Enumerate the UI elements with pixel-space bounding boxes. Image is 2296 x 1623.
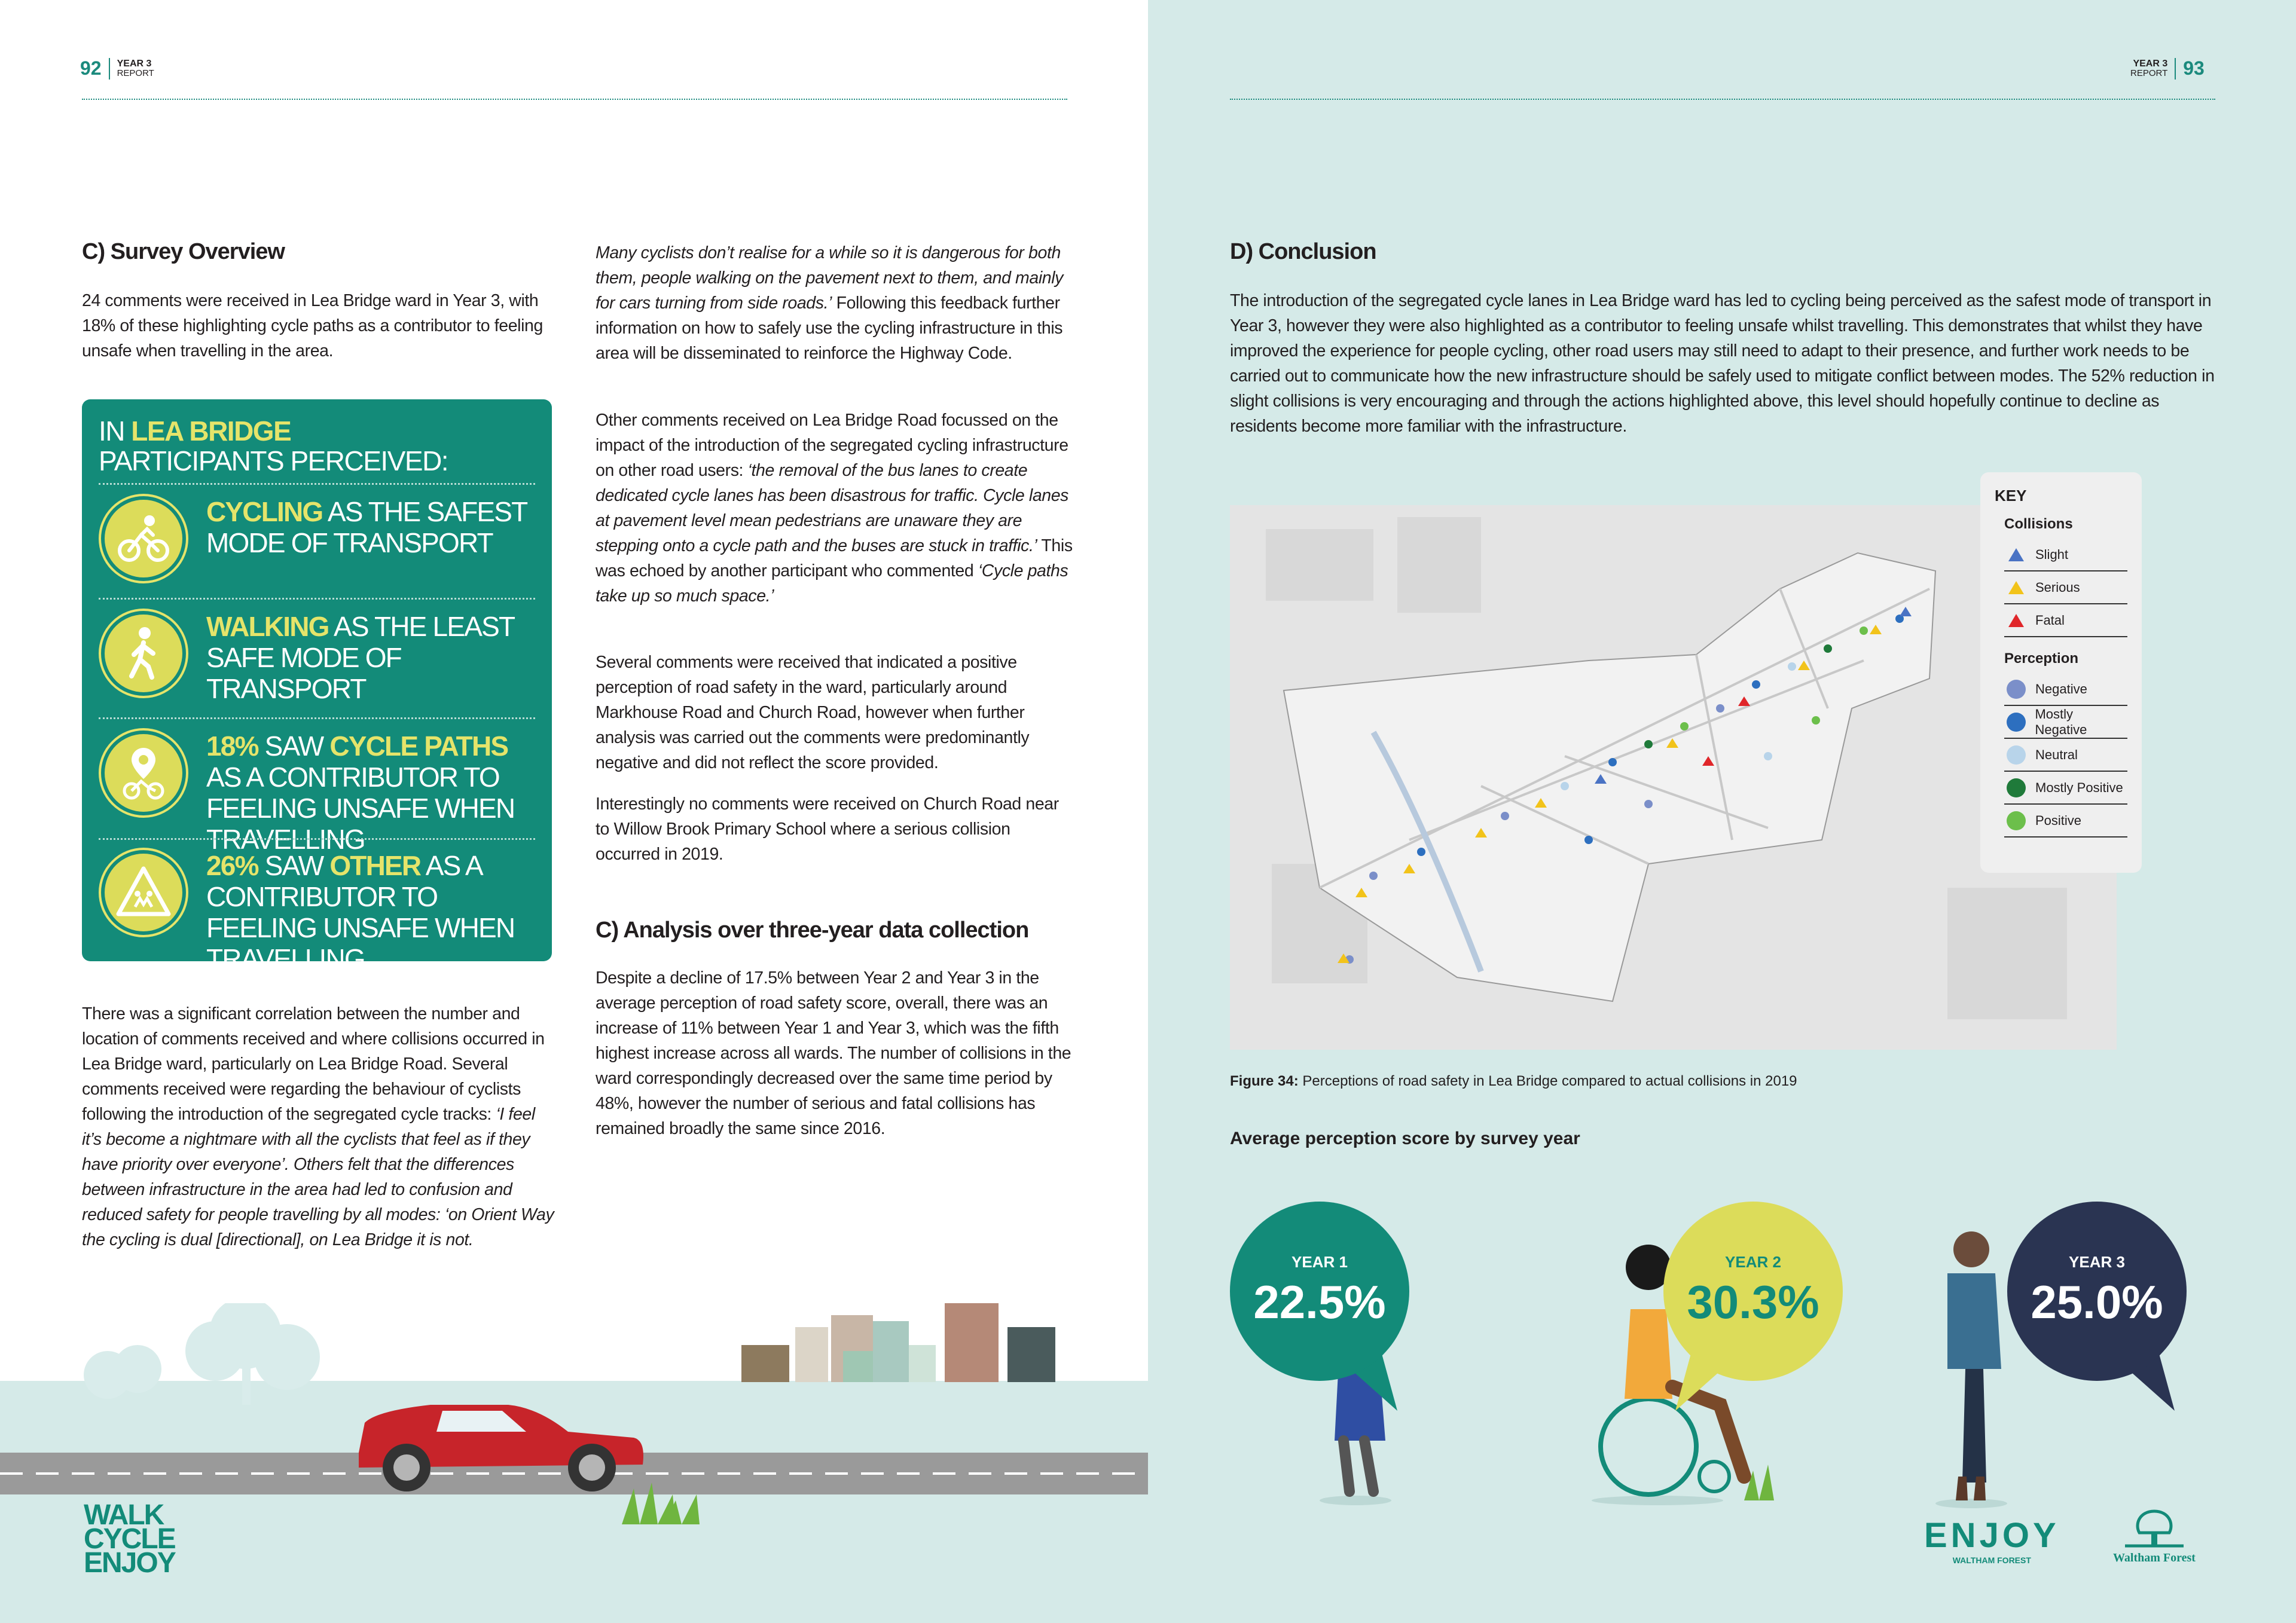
building-skyline: [741, 1303, 1055, 1382]
panel-text-other: 26% SAW OTHER AS A CONTRIBUTOR TO FEELING UNSAFE WHEN TRAVELLING: [206, 850, 515, 974]
panel-divider: [99, 838, 535, 840]
bubble-year-label: YEAR 1: [1292, 1253, 1348, 1271]
key-title: KEY: [1995, 487, 2027, 505]
column2-paragraph-2: Other comments received on Lea Bridge Road focussed on the impact of the introduction of the segregated cycling infrastructure on other road users: ‘the removal of the bus lanes to create dedicated cycle lanes has been disastrous for traffic. Cycle lanes at pavement level mean pedestrians are unaware they are stepping onto a cycle path and the buses are stuck in traffic.’ This was echoed by another participant who commented ‘Cycle paths take up so much space.’: [596, 411, 1073, 606]
report-label: YEAR 3 REPORT: [2130, 58, 2168, 78]
perception-score-chart: [1230, 1190, 2246, 1512]
bubble-3: [2007, 1202, 2187, 1411]
bubble-value-label: 25.0%: [2031, 1276, 2163, 1328]
correlation-paragraph: There was a significant correlation between the number and location of comments received and where collisions occurred in Lea Bridge ward, particularly on Lea Bridge Road. Several comments received were regarding the behaviour of cyclists following the introduction of the segregated cycle tracks: ‘I feel it’s become a nightmare with all the cyclists that feel as if they have priority over everyone’. Others felt that the differences between infrastructure in the area had led to confusion and reduced safety for people travelling by all modes: ‘on Orient Way the cycling is dual [directional], on Lea Bridge it is not.: [82, 1004, 554, 1249]
dot-icon: [2004, 745, 2028, 765]
key-row-mostly-negative: Mostly Negative: [2004, 706, 2127, 739]
key-row-mostly-positive: Mostly Positive: [2004, 772, 2127, 805]
triangle-icon: [2004, 547, 2028, 563]
header-rule: [1230, 99, 2215, 100]
chart-title: Average perception score by survey year: [1230, 1129, 1580, 1148]
dot-icon: [2004, 713, 2028, 732]
analysis-paragraph: Despite a decline of 17.5% between Year 2 and Year 3 in the average perception of road safety score, overall, there was an increase of 11% between Year 1 and Year 3, which was the fifth highest increase across all wards. The number of collisions in the ward correspondingly decreased over the same time period by 48%, however the number of serious and fatal collisions has remained broadly the same since 2016.: [596, 968, 1071, 1138]
panel-item-cycle-paths: [99, 728, 541, 855]
map-key: [1980, 472, 2142, 873]
column2-paragraph-3: Several comments were received that indicated a positive perception of road safety in the ward, particularly around Markhouse Road and Church Road, however when further analysis was carried out the comments were predominantly negative and did not reflect the score provided.: [596, 653, 1030, 772]
key-row-fatal: Fatal: [2004, 604, 2127, 637]
key-row-slight: Slight: [2004, 539, 2127, 571]
key-collisions-label: Collisions: [2004, 516, 2073, 532]
conclusion-paragraph: The introduction of the segregated cycle lanes in Lea Bridge ward has led to cycling being perceived as the safest mode of transport in Year 3, however they were also highlighted as a contributor to feeling unsafe whilst travelling. This demonstrates that whilst they have improved the experience for people cycling, other road users may still need to adapt to their presence, and further work needs to be carried out to communicate how the new infrastructure should be safely used to mitigate conflict between modes. The 52% reduction in slight collisions is very encouraging and through the actions highlighted above, this level should hopefully continue to decline as residents become more familiar with the infrastructure.: [1230, 291, 2215, 436]
key-row-negative: Negative: [2004, 673, 2127, 706]
triangle-icon: [2004, 580, 2028, 595]
page-number: 92: [80, 57, 102, 79]
lea-bridge-panel: [82, 399, 552, 974]
dot-icon: [2004, 778, 2028, 797]
enjoy-waltham-forest-logo: ENJOY WALTHAM FOREST: [1924, 1516, 2060, 1565]
panel-divider: [99, 598, 535, 600]
page-folio-right: [2130, 57, 2205, 80]
panel-heading: IN LEA BRIDGE PARTICIPANTS PERCEIVED:: [99, 415, 448, 476]
bubble-year-label: YEAR 3: [2069, 1253, 2125, 1271]
header-rule: [82, 99, 1067, 100]
panel-item-walking: [99, 609, 541, 714]
page-number: 93: [2183, 57, 2205, 79]
bubble-value-label: 22.5%: [1253, 1276, 1386, 1328]
survey-heading: C) Survey Overview: [82, 239, 285, 264]
bubble-1: [1230, 1202, 1409, 1411]
walk-cycle-enjoy-logo: WALK CYCLE ENJOY: [84, 1499, 175, 1579]
survey-intro: 24 comments were received in Lea Bridge ward in Year 3, with 18% of these highlighting cycle paths as a contributor to feeling unsafe when travelling in the area.: [82, 291, 543, 360]
bubble-marks: [1230, 1202, 2187, 1411]
column2-paragraph-1: Many cyclists don’t realise for a while so it is dangerous for both them, people walking on the pavement next to them, and mainly for cars turning from side roads.’ Following this feedback further information on how to safely use the cycling infrastructure in this area will be disseminated to reinforce the Highway Code.: [596, 243, 1063, 363]
analysis-heading: C) Analysis over three-year data collection: [596, 918, 1029, 943]
page-folio-left: [80, 57, 154, 80]
folio-divider: [109, 58, 110, 80]
walker-icon: [99, 609, 188, 698]
triangle-icon: [2004, 613, 2028, 628]
figure-caption: Figure 34: Perceptions of road safety in Lea Bridge compared to actual collisions in 2019: [1230, 1073, 1797, 1089]
report-label: YEAR 3 REPORT: [117, 58, 154, 78]
key-row-positive: Positive: [2004, 805, 2127, 838]
key-perception-label: Perception: [2004, 650, 2079, 667]
panel-text-cycle-paths: 18% SAW CYCLE PATHS AS A CONTRIBUTOR TO FEELING UNSAFE WHEN TRAVELLING: [206, 730, 515, 855]
warning-sign-icon: [99, 848, 188, 937]
cycle-path-icon: [99, 728, 188, 818]
dot-icon: [2004, 680, 2028, 699]
panel-item-other: [99, 848, 541, 974]
waltham-forest-logo: Waltham Forest: [2097, 1506, 2211, 1565]
bubble-value-label: 30.3%: [1687, 1276, 1819, 1328]
conclusion-heading: D) Conclusion: [1230, 239, 1376, 264]
bubble-2: [1663, 1202, 1843, 1411]
key-row-serious: Serious: [2004, 571, 2127, 604]
ground-band: [0, 1381, 1148, 1623]
panel-divider: [99, 483, 535, 485]
column2-paragraph-4: Interestingly no comments were received on Church Road near to Willow Brook Primary School where a serious collision occurred in 2019.: [596, 794, 1059, 864]
panel-text-walking: WALKING AS THE LEAST SAFE MODE OF TRANSPORT: [206, 611, 514, 704]
panel-divider: [99, 717, 535, 719]
folio-divider: [2175, 58, 2176, 80]
key-row-neutral: Neutral: [2004, 739, 2127, 772]
bubble-year-label: YEAR 2: [1725, 1253, 1781, 1271]
panel-item-cycling: [99, 494, 541, 599]
dot-icon: [2004, 811, 2028, 830]
tree-icon: [2121, 1506, 2187, 1548]
panel-text-cycling: CYCLING AS THE SAFEST MODE OF TRANSPORT: [206, 496, 527, 558]
year3-figure: [1935, 1231, 2007, 1508]
cyclist-icon: [99, 494, 188, 583]
